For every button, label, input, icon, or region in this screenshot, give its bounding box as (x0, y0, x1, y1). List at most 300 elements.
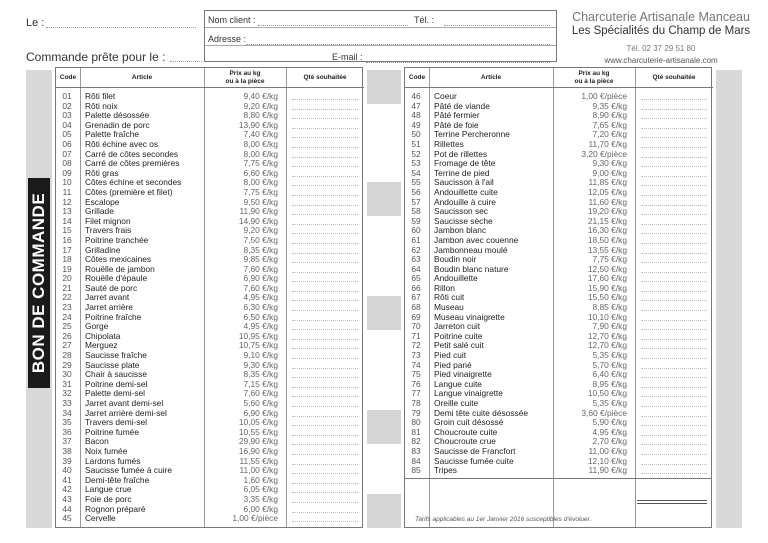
quantity-field[interactable] (292, 169, 358, 177)
left-rows (56, 92, 362, 524)
item-code: 80 (411, 417, 421, 428)
item-name: Escalope (85, 196, 120, 207)
quantity-field[interactable] (641, 198, 707, 206)
item-code: 57 (411, 196, 421, 207)
item-price: 4,95 €/kg (243, 292, 278, 303)
bon-de-commande-banner (28, 178, 50, 388)
email-label: E-mail : (332, 52, 363, 62)
right-margin-bar (716, 70, 742, 528)
item-code: 40 (62, 465, 72, 476)
item-code: 81 (411, 426, 421, 437)
ready-date-field[interactable] (170, 61, 202, 62)
quantity-field[interactable] (292, 476, 358, 484)
item-price: 7,75 €/kg (243, 186, 278, 197)
footer-note: Tarifs applicables au 1er Janvier 2016 susceptibles d'évoluer. (415, 516, 592, 523)
item-price: 6,40 €/kg (592, 369, 627, 380)
item-code: 58 (411, 206, 421, 217)
table-row (56, 514, 362, 524)
item-code: 12 (62, 196, 72, 207)
item-price: 5,60 €/kg (243, 398, 278, 408)
item-name: Merguez (85, 340, 118, 351)
item-price: 6,60 €/kg (243, 167, 278, 178)
header-code: Code (56, 68, 80, 88)
item-name: Terrine Percheronne (434, 129, 510, 140)
item-price: 1,00 €/pièce (232, 513, 278, 524)
client-info-box (204, 10, 557, 62)
item-name: Rouëlle d'épaule (85, 273, 148, 284)
quantity-field[interactable] (292, 102, 358, 110)
item-name: Andouillette cuite (434, 186, 498, 197)
quantity-field[interactable] (641, 265, 707, 273)
item-code: 11 (62, 186, 72, 197)
item-code: 14 (62, 215, 72, 226)
item-code: 83 (411, 445, 421, 456)
item-code: 32 (62, 388, 72, 399)
item-price: 8,35 €/kg (243, 244, 278, 255)
item-price: 9,20 €/kg (243, 100, 278, 111)
quantity-field[interactable] (292, 341, 358, 349)
quantity-field[interactable] (292, 409, 358, 417)
quantity-field[interactable] (641, 284, 707, 292)
quantity-field[interactable] (292, 150, 358, 158)
item-price: 10,75 €/kg (238, 340, 278, 351)
item-price: 12,05 €/kg (587, 186, 627, 197)
item-price: 10,95 €/kg (238, 330, 278, 341)
item-name: Coeur (434, 91, 457, 101)
item-name: Grenadin de porc (85, 119, 150, 130)
item-price: 8,90 €/kg (592, 110, 627, 121)
item-code: 60 (411, 225, 421, 236)
item-code: 78 (411, 398, 421, 408)
item-price: 7,60 €/kg (243, 388, 278, 399)
item-code: 41 (62, 474, 72, 485)
item-name: Palette demi-sel (85, 388, 146, 399)
quantity-field[interactable] (641, 437, 707, 445)
item-code: 15 (62, 225, 72, 236)
item-name: Jarret arrière (85, 302, 133, 313)
quantity-field[interactable] (641, 322, 707, 330)
quantity-field[interactable] (641, 159, 707, 167)
item-name: Rillon (434, 282, 455, 293)
item-name: Demi tête cuite désossée (434, 407, 529, 418)
item-name: Poitrine fraîche (85, 311, 142, 322)
quantity-field[interactable] (292, 437, 358, 445)
item-code: 09 (62, 167, 72, 178)
quantity-field[interactable] (641, 418, 707, 426)
le-label: Le : (26, 17, 45, 29)
item-code: 55 (411, 177, 421, 188)
item-code: 42 (62, 484, 72, 495)
divider-cell (367, 70, 401, 104)
quantity-field[interactable] (292, 111, 358, 119)
item-name: Grilladine (85, 244, 121, 255)
item-name: Saucisse plate (85, 359, 140, 370)
right-rows (405, 92, 711, 476)
divider-cell (367, 182, 401, 216)
quantity-field[interactable] (292, 121, 358, 129)
item-price: 19,20 €/kg (587, 206, 627, 217)
quantity-field[interactable] (641, 121, 707, 129)
quantity-field[interactable] (641, 409, 707, 417)
quantity-field[interactable] (292, 207, 358, 215)
item-name: Museau (434, 302, 464, 313)
quantity-field[interactable] (292, 351, 358, 359)
item-code: 45 (62, 513, 72, 524)
item-price: 8,85 €/kg (592, 302, 627, 313)
item-name: Jambonneau moulé (434, 244, 508, 255)
item-price: 11,70 €/kg (588, 138, 627, 149)
item-name: Côtes échine et secondes (85, 177, 182, 188)
item-name: Poitrine tranchée (85, 234, 149, 245)
item-code: 28 (62, 350, 72, 361)
item-name: Poitrine demi-sel (85, 378, 148, 389)
item-code: 59 (411, 215, 421, 226)
quantity-field[interactable] (292, 485, 358, 493)
quantity-field[interactable] (292, 246, 358, 254)
item-code: 16 (62, 234, 72, 245)
item-code: 21 (62, 282, 72, 293)
item-price: 15,90 €/kg (587, 282, 627, 293)
item-name: Lardons fumés (85, 455, 141, 466)
quantity-field[interactable] (292, 505, 358, 513)
item-name: Tripes (434, 465, 457, 476)
quantity-field[interactable] (292, 130, 358, 138)
item-price: 29,90 €/kg (238, 436, 278, 447)
item-name: Saucisson à l'ail (434, 177, 494, 188)
item-code: 27 (62, 340, 72, 351)
quantity-field[interactable] (292, 361, 358, 369)
quantity-field[interactable] (641, 313, 707, 321)
item-price: 6,50 €/kg (243, 311, 278, 322)
quantity-field[interactable] (641, 236, 707, 244)
quantity-field[interactable] (292, 284, 358, 292)
quantity-field[interactable] (292, 495, 358, 503)
item-price: 6,90 €/kg (243, 407, 278, 418)
item-price: 13,90 €/kg (238, 119, 278, 130)
item-price: 4,95 €/kg (243, 321, 278, 332)
item-code: 52 (411, 148, 421, 159)
item-code: 20 (62, 273, 72, 284)
item-code: 74 (411, 359, 421, 370)
item-name: Fromage de tête (434, 158, 496, 169)
item-name: Saucisson sec (434, 206, 488, 217)
item-name: Saucisse fumée cuite (434, 455, 514, 466)
quantity-field[interactable] (641, 361, 707, 369)
item-price: 3,20 €/pièce (581, 148, 627, 159)
shop-website: www.charcuterie-artisanale.com (604, 56, 718, 65)
item-price: 12,70 €/kg (587, 330, 627, 341)
item-name: Pied cuit (434, 350, 467, 361)
item-code: 39 (62, 455, 72, 466)
item-code: 05 (62, 129, 72, 140)
quantity-field[interactable] (641, 293, 707, 301)
item-price: 11,00 €/kg (239, 465, 278, 476)
quantity-field[interactable] (292, 418, 358, 426)
item-code: 85 (411, 465, 421, 476)
item-price: 7,65 €/kg (592, 119, 627, 130)
quantity-field[interactable] (641, 102, 707, 110)
quantity-field[interactable] (641, 370, 707, 378)
item-code: 84 (411, 455, 421, 466)
quantity-field[interactable] (292, 140, 358, 148)
item-code: 62 (411, 244, 421, 255)
item-price: 8,00 €/kg (243, 177, 278, 188)
item-code: 48 (411, 110, 421, 121)
quantity-field[interactable] (292, 457, 358, 465)
quantity-field[interactable] (292, 226, 358, 234)
quantity-field[interactable] (292, 159, 358, 167)
item-name: Poitrine fumée (85, 426, 139, 437)
item-code: 56 (411, 186, 421, 197)
item-code: 72 (411, 340, 421, 351)
item-price: 3,35 €/kg (243, 493, 278, 504)
email-field[interactable] (366, 62, 550, 63)
item-name: Jarret avant demi-sel (85, 398, 164, 408)
item-code: 49 (411, 119, 421, 130)
item-name: Pâté de viande (434, 100, 490, 111)
quantity-field[interactable] (641, 332, 707, 340)
item-code: 73 (411, 350, 421, 361)
quantity-field[interactable] (641, 399, 707, 407)
item-price: 11,85 €/kg (588, 177, 627, 188)
quantity-field[interactable] (292, 370, 358, 378)
item-name: Pied pané (434, 359, 472, 370)
item-price: 6,90 €/kg (243, 273, 278, 284)
item-price: 12,10 €/kg (587, 455, 627, 466)
address-field[interactable] (246, 44, 550, 45)
quantity-field[interactable] (641, 140, 707, 148)
item-name: Groin cuit désossé (434, 417, 504, 428)
item-name: Langue vinaigrette (434, 388, 503, 399)
item-code: 46 (411, 91, 421, 101)
item-name: Choucroute cuite (434, 426, 498, 437)
item-name: Pied vinaigrette (434, 369, 492, 380)
item-code: 44 (62, 503, 72, 514)
quantity-field[interactable] (292, 293, 358, 301)
quantity-field[interactable] (292, 322, 358, 330)
item-name: Andouille à cuire (434, 196, 496, 207)
banner-text: BON DE COMMANDE (29, 192, 48, 374)
quantity-field[interactable] (292, 274, 358, 282)
item-code: 22 (62, 292, 72, 303)
item-price: 7,60 €/kg (243, 263, 278, 274)
item-code: 07 (62, 148, 72, 159)
item-price: 7,75 €/kg (243, 158, 278, 169)
item-name: Pâté fermier (434, 110, 480, 121)
item-code: 31 (62, 378, 72, 389)
item-name: Travers demi-sel (85, 417, 148, 428)
item-code: 54 (411, 167, 421, 178)
item-price: 8,80 €/kg (243, 110, 278, 121)
quantity-field[interactable] (292, 92, 358, 100)
item-price: 7,90 €/kg (592, 321, 627, 332)
item-price: 17,60 €/kg (587, 273, 627, 284)
quantity-field[interactable] (292, 389, 358, 397)
item-name: Boudin blanc nature (434, 263, 509, 274)
tel-label: Tél. : (414, 15, 435, 25)
item-name: Rognon préparé (85, 503, 146, 514)
item-code: 76 (411, 378, 421, 389)
item-price: 3,60 €/pièce (581, 407, 627, 418)
item-name: Cervelle (85, 513, 116, 524)
quantity-field[interactable] (641, 303, 707, 311)
item-price: 9,20 €/kg (243, 225, 278, 236)
item-name: Sauté de porc (85, 282, 138, 293)
item-price: 8,00 €/kg (243, 138, 278, 149)
quantity-field[interactable] (292, 188, 358, 196)
quantity-field[interactable] (641, 130, 707, 138)
item-price: 7,40 €/kg (243, 129, 278, 140)
quantity-field[interactable] (641, 457, 707, 465)
item-code: 17 (62, 244, 72, 255)
item-price: 2,70 €/kg (592, 436, 627, 447)
quantity-field[interactable] (292, 303, 358, 311)
item-price: 10,10 €/kg (587, 311, 627, 322)
header-price: Prix au kg ou à la pièce (204, 68, 286, 88)
item-price: 11,90 €/kg (239, 206, 278, 217)
right-product-table (404, 67, 712, 528)
item-name: Jambon avec couenne (434, 234, 519, 245)
quantity-field[interactable] (641, 207, 707, 215)
quantity-field[interactable] (641, 111, 707, 119)
item-price: 10,50 €/kg (587, 388, 627, 399)
quantity-field[interactable] (641, 188, 707, 196)
item-code: 33 (62, 398, 72, 408)
item-name: Noix fumée (85, 445, 128, 456)
shop-tagline: Les Spécialités du Champ de Mars (571, 25, 751, 37)
client-name-field[interactable] (258, 25, 408, 26)
quantity-field[interactable] (641, 351, 707, 359)
quantity-field[interactable] (641, 92, 707, 100)
item-price: 16,30 €/kg (587, 225, 627, 236)
item-name: Côtes mexicaines (85, 254, 152, 265)
item-price: 8,35 €/kg (243, 369, 278, 380)
item-price: 21,15 €/kg (587, 215, 627, 226)
quantity-field[interactable] (292, 466, 358, 474)
quantity-field[interactable] (641, 274, 707, 282)
table-row (405, 466, 711, 476)
quantity-field[interactable] (292, 178, 358, 186)
quantity-field[interactable] (292, 217, 358, 225)
quantity-field[interactable] (641, 447, 707, 455)
left-product-table (55, 67, 363, 528)
item-price: 5,35 €/kg (592, 350, 627, 361)
quantity-field[interactable] (292, 380, 358, 388)
item-price: 9,85 €/kg (243, 254, 278, 265)
item-name: Rôti gras (85, 167, 119, 178)
address-label: Adresse : (208, 34, 247, 44)
quantity-field[interactable] (641, 341, 707, 349)
item-code: 02 (62, 100, 72, 111)
quantity-field[interactable] (641, 255, 707, 263)
item-price: 8,95 €/kg (592, 378, 627, 389)
quantity-field[interactable] (292, 399, 358, 407)
item-name: Rôti échine avec os (85, 138, 159, 149)
quantity-field[interactable] (641, 178, 707, 186)
item-price: 9,10 €/kg (243, 350, 278, 361)
quantity-field[interactable] (641, 150, 707, 158)
quantity-field[interactable] (641, 466, 707, 474)
item-name: Saucisse sèche (434, 215, 493, 226)
item-code: 61 (411, 234, 421, 245)
item-name: Saucisse fraîche (85, 350, 147, 361)
item-price: 8,00 €/kg (243, 148, 278, 159)
item-code: 69 (411, 311, 421, 322)
quantity-field[interactable] (641, 389, 707, 397)
item-price: 12,50 €/kg (587, 263, 627, 274)
shop-name: Charcuterie Artisanale Manceau (572, 10, 750, 24)
tel-field[interactable] (444, 25, 550, 26)
item-name: Oreille cuite (434, 398, 479, 408)
item-name: Terrine de pied (434, 167, 490, 178)
quantity-field[interactable] (641, 246, 707, 254)
quantity-field[interactable] (641, 380, 707, 388)
item-price: 9,30 €/kg (243, 359, 278, 370)
quantity-field[interactable] (641, 428, 707, 436)
quantity-field[interactable] (292, 313, 358, 321)
item-name: Jarret arrière demi-sel (85, 407, 167, 418)
quantity-field[interactable] (641, 226, 707, 234)
item-code: 38 (62, 445, 72, 456)
le-field[interactable] (46, 27, 196, 28)
quantity-field[interactable] (292, 428, 358, 436)
item-price: 4,95 €/kg (592, 426, 627, 437)
item-code: 70 (411, 321, 421, 332)
item-code: 37 (62, 436, 72, 447)
quantity-field[interactable] (292, 332, 358, 340)
quantity-field[interactable] (292, 514, 358, 522)
item-name: Rôti filet (85, 91, 116, 101)
quantity-field[interactable] (292, 236, 358, 244)
item-code: 10 (62, 177, 72, 188)
item-price: 13,55 €/kg (587, 244, 627, 255)
item-name: Langue cuite (434, 378, 482, 389)
item-name: Langue crue (85, 484, 132, 495)
item-name: Saucisse fumée à cuire (85, 465, 173, 476)
item-code: 29 (62, 359, 72, 370)
item-name: Jambon blanc (434, 225, 487, 236)
quantity-field[interactable] (292, 265, 358, 273)
item-price: 6,30 €/kg (243, 302, 278, 313)
quantity-field[interactable] (292, 255, 358, 263)
item-price: 9,35 €/kg (592, 100, 627, 111)
item-code: 03 (62, 110, 72, 121)
item-name: Saucisse de Francfort (434, 445, 516, 456)
quantity-field[interactable] (292, 447, 358, 455)
item-code: 75 (411, 369, 421, 380)
item-code: 24 (62, 311, 72, 322)
item-code: 13 (62, 206, 72, 217)
item-name: Bacon (85, 436, 109, 447)
item-price: 11,90 €/kg (588, 465, 627, 476)
item-name: Jarret avant (85, 292, 130, 303)
item-code: 04 (62, 119, 72, 130)
header-price: Prix au kg ou à la pièce (553, 68, 635, 88)
item-price: 1,00 €/pièce (581, 91, 627, 101)
item-price: 7,20 €/kg (592, 129, 627, 140)
item-name: Museau vinaigrette (434, 311, 505, 322)
item-price: 18,50 €/kg (587, 234, 627, 245)
item-price: 1,60 €/kg (243, 474, 278, 485)
item-price: 7,75 €/kg (592, 254, 627, 265)
ready-label: Commande prête pour le : (26, 50, 166, 64)
item-name: Chair à saucisse (85, 369, 147, 380)
item-price: 9,50 €/kg (243, 196, 278, 207)
quantity-field[interactable] (292, 198, 358, 206)
quantity-field[interactable] (641, 169, 707, 177)
quantity-field[interactable] (641, 217, 707, 225)
item-code: 63 (411, 254, 421, 265)
